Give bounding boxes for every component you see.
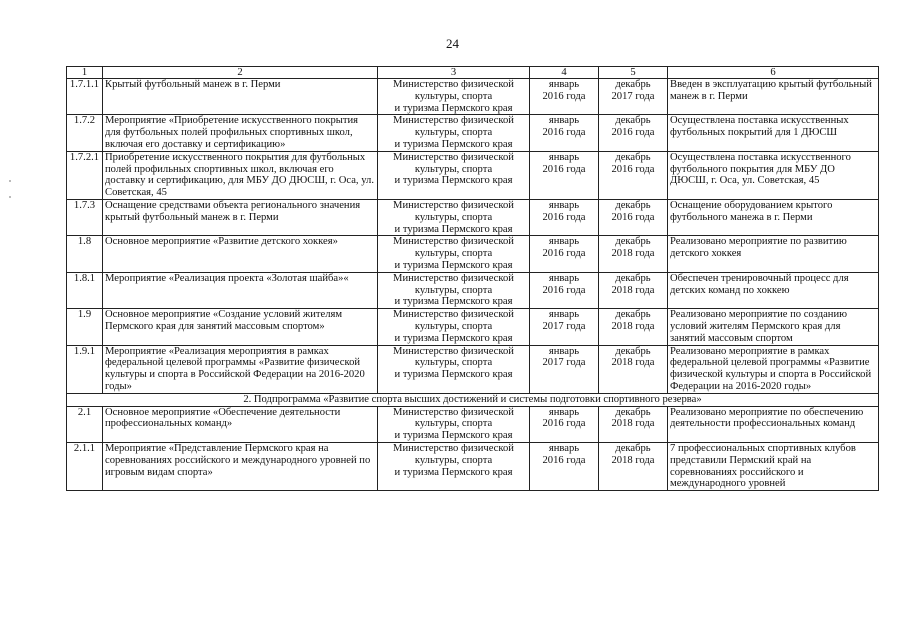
start-date-cell: январь 2016 года	[530, 151, 599, 199]
activity-name-cell: Основное мероприятие «Обеспечение деятельности профессиональных команд»	[103, 406, 378, 442]
table-body	[67, 79, 879, 491]
executor-cell: Министерство физической культуры, спорта и туризма Пермского края	[378, 309, 530, 345]
row-number-cell: 1.7.3	[67, 199, 103, 235]
expected-result-cell: Осуществлена поставка искусственных футбольных покрытий для 1 ДЮСШ	[668, 115, 879, 151]
end-date-cell: декабрь 2018 года	[599, 236, 668, 272]
margin-mark	[9, 180, 11, 182]
table-row	[67, 309, 879, 345]
activity-name-cell: Мероприятие «Приобретение искусственного покрытия для футбольных полей профильных спортивных школ, включая его доставку и сертификацию»	[103, 115, 378, 151]
end-date-cell: декабрь 2016 года	[599, 199, 668, 235]
executor-cell: Министерство физической культуры, спорта и туризма Пермского края	[378, 442, 530, 490]
executor-cell: Министерство физической культуры, спорта и туризма Пермского края	[378, 199, 530, 235]
activity-name-cell: Приобретение искусственного покрытия для футбольных полей профильных спортивных школ, включая его доставку и сертификацию, для МБУ ДО ДЮСШ, г. Оса, ул. Советская, 45	[103, 151, 378, 199]
column-header: 2	[103, 67, 378, 79]
table-row	[67, 115, 879, 151]
activity-name-cell: Мероприятие «Реализация мероприятия в рамках федеральной целевой программы «Развитие физической культуры и спорта в Российской Федерации на 2016-2020 годы»	[103, 345, 378, 393]
row-number-cell: 1.7.2.1	[67, 151, 103, 199]
activity-name-cell: Крытый футбольный манеж в г. Перми	[103, 79, 378, 115]
expected-result-cell: Осуществлена поставка искусственного футбольного покрытия для МБУ ДО ДЮСШ, г. Оса, ул. Советская, 45	[668, 151, 879, 199]
column-header: 1	[67, 67, 103, 79]
start-date-cell: январь 2016 года	[530, 115, 599, 151]
plan-table	[66, 66, 879, 491]
executor-cell: Министерство физической культуры, спорта и туризма Пермского края	[378, 79, 530, 115]
executor-cell: Министерство физической культуры, спорта и туризма Пермского края	[378, 115, 530, 151]
start-date-cell: январь 2016 года	[530, 272, 599, 308]
expected-result-cell: Реализовано мероприятие в рамках федеральной целевой программы «Развитие физической культуры и спорта в Российской Федерации на 2016-2020 годы»	[668, 345, 879, 393]
end-date-cell: декабрь 2016 года	[599, 115, 668, 151]
margin-mark	[9, 196, 11, 198]
expected-result-cell: Реализовано мероприятие по созданию условий жителям Пермского края для занятий массовым спортом	[668, 309, 879, 345]
activity-name-cell: Мероприятие «Представление Пермского края на соревнованиях российского и международного уровней по игровым видам спорта»	[103, 442, 378, 490]
section-row	[67, 393, 879, 406]
end-date-cell: декабрь 2016 года	[599, 151, 668, 199]
table-row	[67, 272, 879, 308]
end-date-cell: декабрь 2018 года	[599, 442, 668, 490]
end-date-cell: декабрь 2018 года	[599, 309, 668, 345]
table-row	[67, 406, 879, 442]
table-row	[67, 199, 879, 235]
executor-cell: Министерство физической культуры, спорта и туризма Пермского края	[378, 272, 530, 308]
start-date-cell: январь 2016 года	[530, 79, 599, 115]
executor-cell: Министерство физической культуры, спорта и туризма Пермского края	[378, 406, 530, 442]
executor-cell: Министерство физической культуры, спорта и туризма Пермского края	[378, 345, 530, 393]
row-number-cell: 1.9	[67, 309, 103, 345]
expected-result-cell: Реализовано мероприятие по развитию детского хоккея	[668, 236, 879, 272]
row-number-cell: 1.9.1	[67, 345, 103, 393]
row-number-cell: 2.1	[67, 406, 103, 442]
activity-name-cell: Оснащение средствами объекта регионального значения крытый футбольный манеж в г. Перми	[103, 199, 378, 235]
page-number: 24	[446, 36, 459, 51]
expected-result-cell: Реализовано мероприятие по обеспечению деятельности профессиональных команд	[668, 406, 879, 442]
start-date-cell: январь 2016 года	[530, 236, 599, 272]
row-number-cell: 1.8.1	[67, 272, 103, 308]
end-date-cell: декабрь 2018 года	[599, 345, 668, 393]
start-date-cell: январь 2017 года	[530, 345, 599, 393]
column-header: 6	[668, 67, 879, 79]
end-date-cell: декабрь 2017 года	[599, 79, 668, 115]
activity-name-cell: Основное мероприятие «Создание условий жителям Пермского края для занятий массовым спортом»	[103, 309, 378, 345]
expected-result-cell: 7 профессиональных спортивных клубов представили Пермский край на соревнованиях российского и международного уровней	[668, 442, 879, 490]
table-row	[67, 236, 879, 272]
column-header: 4	[530, 67, 599, 79]
start-date-cell: январь 2016 года	[530, 199, 599, 235]
end-date-cell: декабрь 2018 года	[599, 272, 668, 308]
column-header: 3	[378, 67, 530, 79]
section-title: 2. Подпрограмма «Развитие спорта высших достижений и системы подготовки спортивного резерва»	[67, 393, 879, 406]
start-date-cell: январь 2016 года	[530, 442, 599, 490]
row-number-cell: 1.7.2	[67, 115, 103, 151]
row-number-cell: 1.7.1.1	[67, 79, 103, 115]
end-date-cell: декабрь 2018 года	[599, 406, 668, 442]
executor-cell: Министерство физической культуры, спорта и туризма Пермского края	[378, 236, 530, 272]
start-date-cell: январь 2016 года	[530, 406, 599, 442]
table-row	[67, 442, 879, 490]
header-row	[67, 67, 879, 79]
table-row	[67, 345, 879, 393]
executor-cell: Министерство физической культуры, спорта и туризма Пермского края	[378, 151, 530, 199]
activity-name-cell: Мероприятие «Реализация проекта «Золотая шайба»«	[103, 272, 378, 308]
start-date-cell: январь 2017 года	[530, 309, 599, 345]
table-row	[67, 79, 879, 115]
expected-result-cell: Введен в эксплуатацию крытый футбольный манеж в г. Перми	[668, 79, 879, 115]
column-header: 5	[599, 67, 668, 79]
table-header	[67, 67, 879, 79]
expected-result-cell: Обеспечен тренировочный процесс для детских команд по хоккею	[668, 272, 879, 308]
activity-name-cell: Основное мероприятие «Развитие детского хоккея»	[103, 236, 378, 272]
row-number-cell: 1.8	[67, 236, 103, 272]
table-row	[67, 151, 879, 199]
expected-result-cell: Оснащение оборудованием крытого футбольного манежа в г. Перми	[668, 199, 879, 235]
row-number-cell: 2.1.1	[67, 442, 103, 490]
